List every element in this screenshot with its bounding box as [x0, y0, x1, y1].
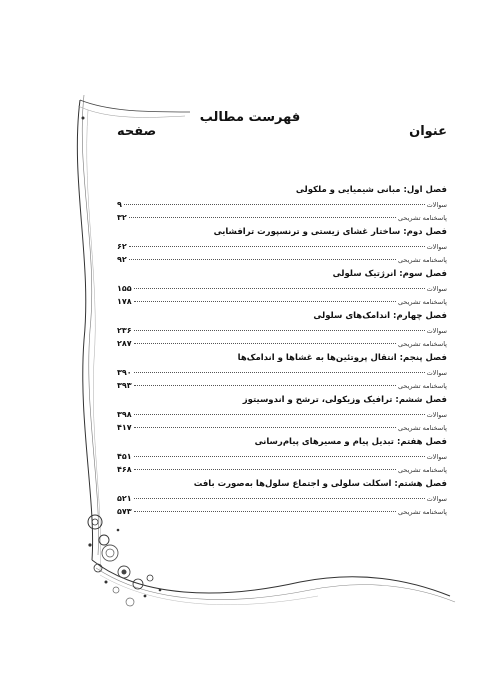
decor-circle	[113, 587, 119, 593]
decor-circle	[106, 549, 114, 557]
leader-dots	[129, 217, 396, 218]
leader-dots	[134, 469, 396, 470]
entry-page-number: ۴۱۷	[117, 422, 132, 432]
toc-entry[interactable]	[117, 296, 447, 309]
decor-circle	[99, 535, 109, 545]
toc-entry[interactable]	[117, 493, 447, 506]
entry-label: پاسخنامه تشریحی	[397, 297, 447, 306]
entry-page-number: ۵۷۳	[117, 506, 132, 516]
leader-dots	[134, 372, 425, 373]
chapter-block	[117, 476, 447, 518]
chapter-heading: فصل چهارم: اندامک‌های سلولی	[313, 311, 447, 321]
entry-label: سوالات	[426, 243, 447, 251]
decor-dot	[159, 589, 162, 592]
entry-page-number: ۳۹۰	[117, 368, 132, 377]
entry-label: سوالات	[426, 369, 447, 377]
decor-circle	[133, 579, 143, 589]
entry-label: سوالات	[426, 327, 447, 335]
entry-label: پاسخنامه تشریحی	[397, 507, 447, 516]
decor-dot	[88, 543, 91, 546]
chapter-block	[117, 392, 447, 434]
entry-page-number: ۵۲۱	[117, 494, 132, 503]
chapter-block	[117, 350, 447, 392]
decor-dot	[144, 595, 147, 598]
entry-page-number: ۱۵۵	[117, 284, 132, 293]
entry-page-number: ۶۲	[117, 242, 127, 251]
entry-page-number: ۱۷۸	[117, 296, 132, 306]
entry-label: سوالات	[426, 495, 447, 503]
toc-entry[interactable]	[117, 380, 447, 393]
entry-label: سوالات	[426, 453, 447, 461]
decor-dot	[105, 581, 108, 584]
chapter-heading: فصل اول: مبانی شیمیایی و ملکولی	[295, 185, 447, 195]
decor-circle	[122, 570, 127, 575]
leader-dots	[134, 288, 425, 289]
leader-dots	[134, 511, 396, 512]
toc-entry[interactable]	[117, 338, 447, 351]
entry-label: سوالات	[426, 201, 447, 209]
decor-circle	[102, 545, 118, 561]
toc-entry[interactable]	[117, 409, 447, 422]
entry-page-number: ۴۶۸	[117, 464, 132, 474]
decor-circle	[92, 519, 98, 525]
entry-label: سوالات	[426, 285, 447, 293]
entry-label: پاسخنامه تشریحی	[397, 339, 447, 348]
decor-circle	[147, 575, 153, 581]
chapter-block	[117, 182, 447, 224]
entry-label: پاسخنامه تشریحی	[397, 423, 447, 432]
leader-dots	[134, 385, 396, 386]
entry-page-number: ۹۲	[117, 254, 127, 264]
border-swirl-bottom-2	[96, 568, 455, 602]
leader-dots	[134, 456, 425, 457]
entry-label: سوالات	[426, 411, 447, 419]
decor-circle	[94, 564, 102, 572]
toc-entry[interactable]	[117, 506, 447, 519]
toc-title: فهرست مطالب	[199, 110, 301, 125]
leader-dots	[134, 330, 425, 331]
leader-dots	[134, 343, 396, 344]
entry-page-number: ۳۹۳	[117, 380, 132, 390]
chapter-heading: فصل دوم: ساختار غشای زیستی و ترنسپورت ترافشایی	[213, 227, 447, 237]
leader-dots	[134, 301, 396, 302]
chapter-block	[117, 224, 447, 266]
chapter-heading: فصل هفتم: تبدیل پیام و مسیرهای پیام‌رسانی	[254, 437, 447, 447]
toc-entry[interactable]	[117, 241, 447, 254]
entry-page-number: ۲۸۷	[117, 338, 132, 348]
decor-dot	[117, 529, 120, 532]
leader-dots	[134, 498, 425, 499]
column-title-heading: عنوان	[409, 124, 447, 139]
toc-entry[interactable]	[117, 451, 447, 464]
entry-page-number: ۳۹۸	[117, 410, 132, 419]
entry-label: پاسخنامه تشریحی	[397, 381, 447, 390]
chapter-heading: فصل سوم: انرژتیک سلولی	[332, 269, 447, 279]
leader-dots	[134, 427, 396, 428]
leader-dots	[129, 259, 396, 260]
entry-page-number: ۲۳۶	[117, 326, 132, 335]
chapter-block	[117, 308, 447, 350]
toc-entry[interactable]	[117, 367, 447, 380]
border-swirl-bottom	[92, 560, 450, 596]
entry-label: پاسخنامه تشریحی	[397, 465, 447, 474]
entry-page-number: ۹	[117, 200, 122, 209]
decor-circle	[88, 515, 102, 529]
chapter-heading: فصل پنجم: انتقال پروتئین‌ها به غشاها و اندامک‌ها	[237, 353, 447, 363]
toc-entry[interactable]	[117, 464, 447, 477]
leader-dots	[129, 246, 425, 247]
chapter-heading: فصل ششم: ترافیک وزیکولی، ترشح و اندوسیتوز	[242, 395, 447, 405]
entry-label: پاسخنامه تشریحی	[397, 213, 447, 222]
toc-entry[interactable]	[117, 212, 447, 225]
border-swirl-left-3	[87, 110, 101, 570]
decor-circle	[126, 598, 134, 606]
chapter-block	[117, 434, 447, 476]
chapter-list	[117, 182, 447, 518]
border-swirl-bottom-3	[100, 575, 318, 605]
leader-dots	[124, 204, 425, 205]
toc-entry[interactable]	[117, 422, 447, 435]
toc-entry[interactable]	[117, 254, 447, 267]
toc-entry[interactable]	[117, 283, 447, 296]
border-swirl-left-2	[82, 95, 98, 555]
toc-entry[interactable]	[117, 199, 447, 212]
entry-page-number: ۳۲	[117, 212, 127, 222]
toc-entry[interactable]	[117, 325, 447, 338]
leader-dots	[134, 414, 425, 415]
decor-circle	[118, 566, 130, 578]
border-swirl-left	[77, 100, 92, 560]
column-page-heading: صفحه	[117, 124, 157, 139]
chapter-heading: فصل هشتم: اسکلت سلولی و اجتماع سلول‌ها به‌صورت بافت	[193, 479, 447, 489]
chapter-block	[117, 266, 447, 308]
entry-page-number: ۴۵۱	[117, 452, 132, 461]
entry-label: پاسخنامه تشریحی	[397, 255, 447, 264]
